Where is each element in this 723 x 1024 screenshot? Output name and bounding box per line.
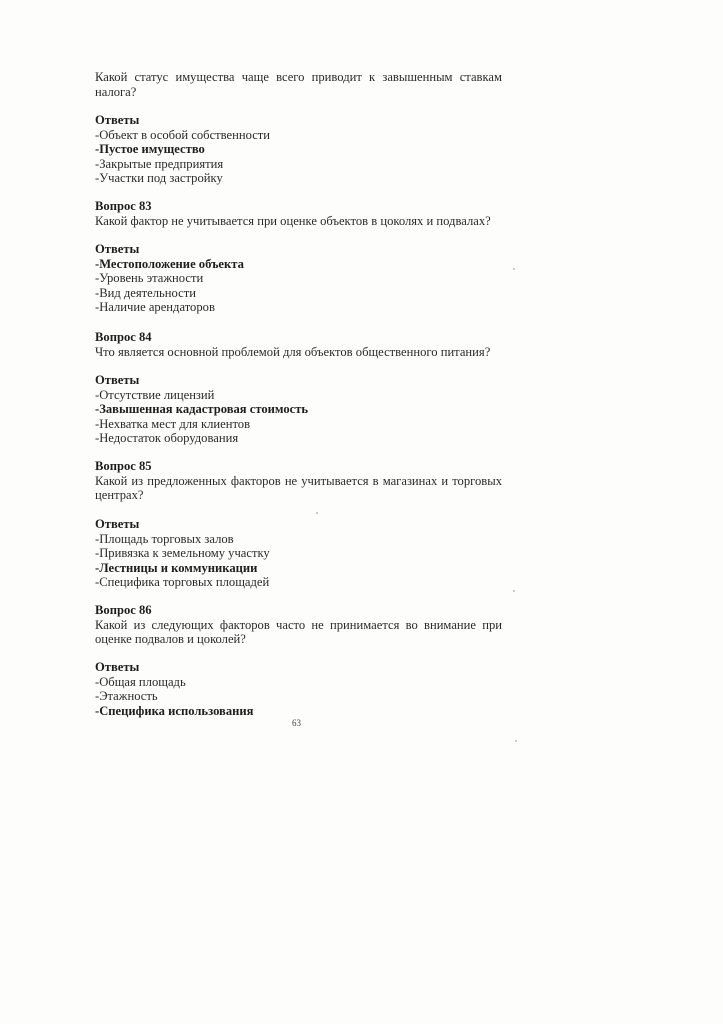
answer-option: -Вид деятельности — [95, 285, 196, 300]
question-text: Что является основной проблемой для объектов общественного питания? — [95, 344, 491, 359]
answer-option: -Закрытые предприятия — [95, 156, 224, 171]
scan-speck — [513, 268, 515, 270]
answer-option: -Наличие арендаторов — [95, 300, 215, 314]
answer-option: -Нехватка мест для клиентов — [95, 416, 251, 431]
answers-label: Ответы — [95, 660, 140, 674]
answer-option: -Специфика торговых площадей — [95, 575, 270, 589]
answer-option: -Привязка к земельному участку — [95, 546, 270, 560]
answer-option: -Участки под застройку — [95, 171, 223, 185]
answer-option: -Отсутствие лицензий — [95, 387, 215, 402]
answer-option-correct: -Специфика использования — [95, 703, 254, 718]
page-number: 63 — [292, 718, 301, 728]
scan-speck — [513, 590, 515, 592]
answer-option-correct: -Лестницы и коммуникации — [95, 560, 258, 575]
question-text: Какой фактор не учитывается при оценке объектов в цоколях и подвалах? — [95, 213, 491, 228]
answers-84 — [95, 373, 502, 446]
answers-label: Ответы — [95, 373, 140, 387]
question-text: Какой из предложенных факторов не учитывается в магазинах и торговых центрах? — [95, 473, 502, 502]
answers-label: Ответы — [95, 242, 140, 256]
answer-option: -Недостаток оборудования — [95, 431, 239, 445]
answer-option: -Уровень этажности — [95, 271, 204, 285]
question-title: Вопрос 83 — [95, 199, 152, 213]
scan-speck — [316, 512, 318, 514]
answer-option-correct: -Завышенная кадастровая стоимость — [95, 402, 309, 416]
answer-option-correct: -Местоположение объекта — [95, 256, 244, 271]
scan-speck — [515, 740, 517, 742]
answer-option: -Площадь торговых залов — [95, 531, 234, 546]
intro-question — [95, 70, 502, 99]
intro-answers — [95, 113, 502, 186]
question-86 — [95, 603, 502, 647]
question-84 — [95, 330, 502, 359]
question-83 — [95, 199, 502, 228]
answer-option: -Объект в особой собственности — [95, 127, 271, 142]
question-title: Вопрос 86 — [95, 603, 152, 617]
answers-85 — [95, 517, 502, 590]
answer-option: -Этажность — [95, 689, 158, 703]
answer-option: -Общая площадь — [95, 674, 186, 689]
answers-label: Ответы — [95, 517, 140, 531]
answer-option-correct: -Пустое имущество — [95, 142, 205, 156]
question-85 — [95, 459, 502, 503]
question-title: Вопрос 84 — [95, 330, 152, 344]
answers-83 — [95, 242, 502, 315]
answers-label: Ответы — [95, 113, 140, 127]
question-title: Вопрос 85 — [95, 459, 152, 473]
answers-86 — [95, 660, 502, 718]
question-text: Какой из следующих факторов часто не принимается во внимание при оценке подвалов и цоколей? — [95, 617, 502, 646]
question-text: Какой статус имущества чаще всего приводит к завышенным ставкам налога? — [95, 70, 502, 99]
